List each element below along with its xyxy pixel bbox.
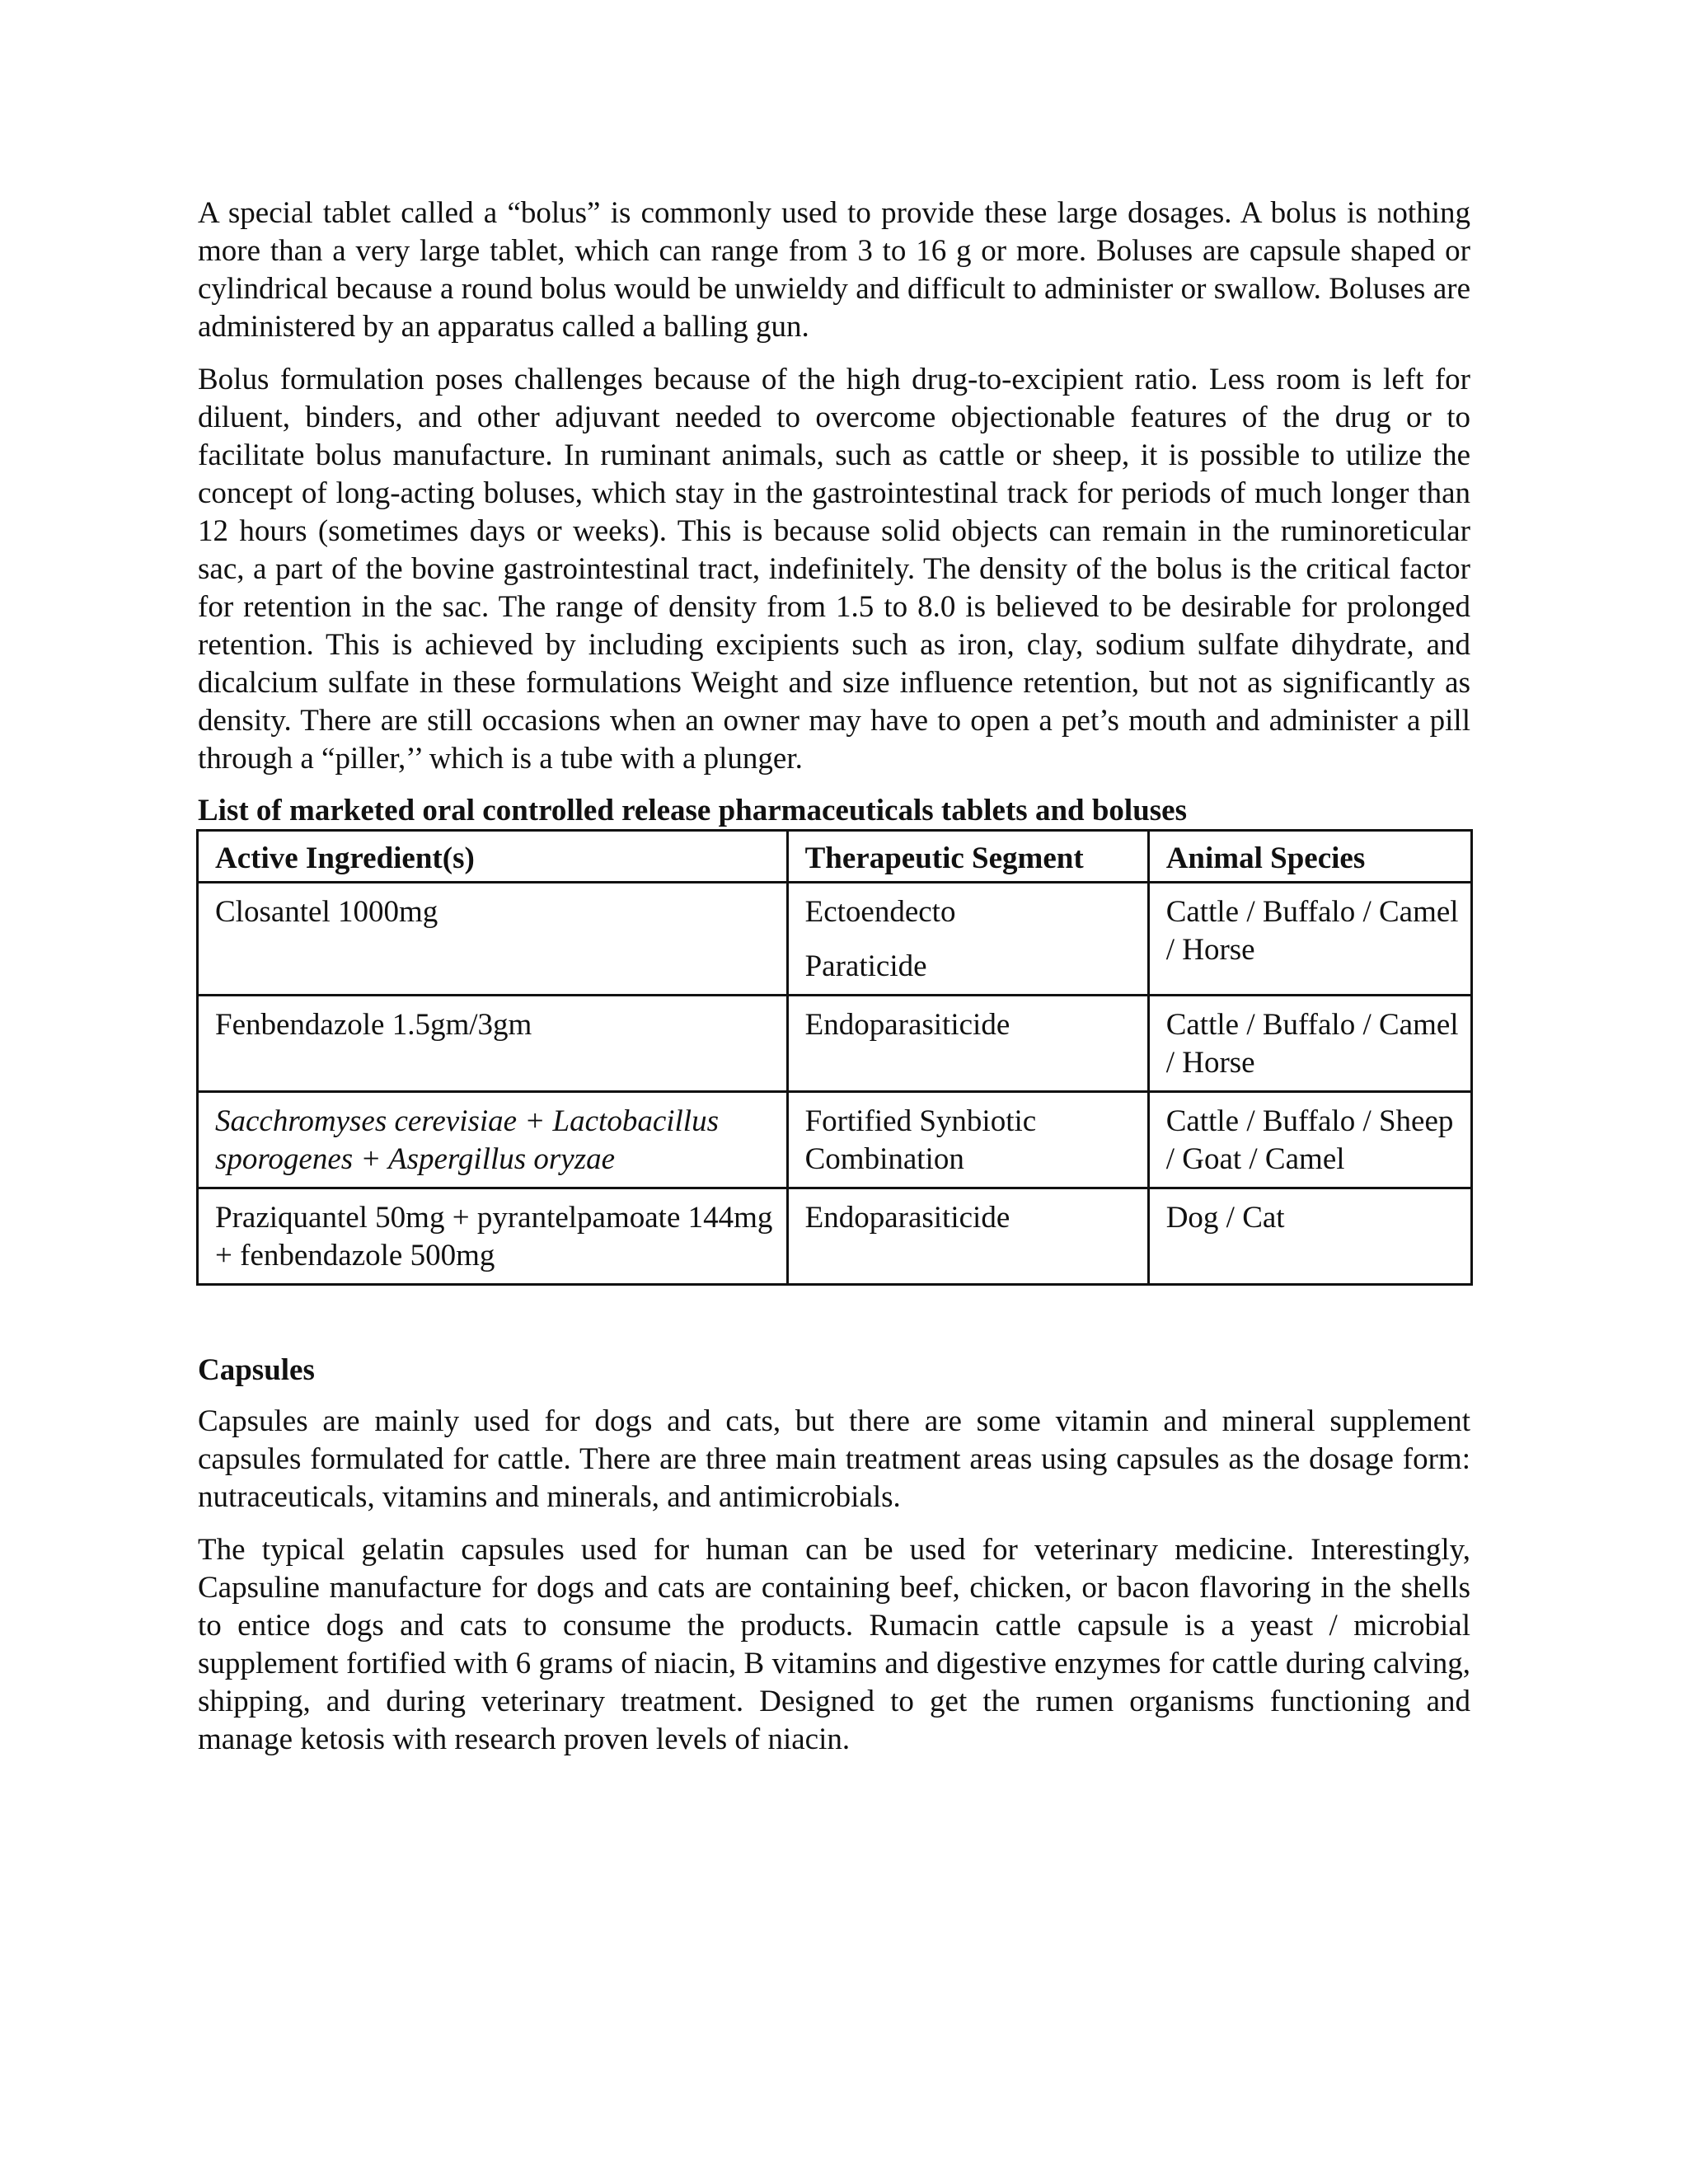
document-page [198, 194, 1470, 1774]
cell-ingredient: Sacchromyses cerevisiae + Lactobacillus sporogenes + Aspergillus oryzae [198, 1092, 788, 1188]
segment-line-2: Paraticide [804, 949, 927, 983]
table-header-row [198, 831, 1472, 883]
cell-segment: Endoparasiticide [787, 996, 1148, 1092]
table-row [198, 883, 1472, 996]
cell-segment: Endoparasiticide [787, 1188, 1148, 1285]
table-row [198, 996, 1472, 1092]
cell-ingredient: Fenbendazole 1.5gm/3gm [198, 996, 788, 1092]
table-caption: List of marketed oral controlled release pharmaceuticals tablets and boluses [198, 794, 1188, 827]
cell-species: Cattle / Buffalo / Camel / Horse [1148, 996, 1471, 1092]
paragraph-capsules-gelatin: The typical gelatin capsules used for human can be used for veterinary medicine. Interestingly, Capsuline manufacture for dogs and cats are containing beef, chicken, or bacon flavoring in the shells to entice dogs and cats to consume the products. Rumacin cattle capsule is a yeast / microbial supplement fortified with 6 grams of niacin, B vitamins and digestive enzymes for cattle during calving, shipping, and during veterinary treatment. Designed to get the rumen organisms functioning and manage ketosis with research proven levels of niacin. [198, 1533, 1470, 1756]
table-row [198, 1188, 1472, 1285]
cell-segment: Fortified Synbiotic Combination [787, 1092, 1148, 1188]
cell-species: Dog / Cat [1148, 1188, 1471, 1285]
cell-ingredient: Praziquantel 50mg + pyrantelpamoate 144mg + fenbendazole 500mg [198, 1188, 788, 1285]
paragraph-bolus-intro: A special tablet called a “bolus” is commonly used to provide these large dosages. A bolus is nothing more than a very large tablet, which can range from 3 to 16 g or more. Boluses are capsule shaped or cylindrical because a round bolus would be unwieldy and difficult to administer or swallow. Boluses are administered by an apparatus called a balling gun. [198, 196, 1470, 344]
cell-species: Cattle / Buffalo / Sheep / Goat / Camel [1148, 1092, 1471, 1188]
header-active-ingredient: Active Ingredient(s) [198, 831, 788, 883]
segment-line-1: Ectoendecto [804, 895, 956, 929]
header-animal-species: Animal Species [1148, 831, 1471, 883]
products-table [196, 829, 1473, 1286]
paragraph-capsules-intro: Capsules are mainly used for dogs and cats, but there are some vitamin and mineral supplement capsules formulated for cattle. There are three main treatment areas using capsules as the dosage form: nutraceuticals, vitamins and minerals, and antimicrobials. [198, 1404, 1470, 1514]
header-therapeutic-segment: Therapeutic Segment [787, 831, 1148, 883]
cell-species: Cattle / Buffalo / Camel / Horse [1148, 883, 1471, 996]
cell-segment [787, 883, 1148, 996]
cell-ingredient: Closantel 1000mg [198, 883, 788, 996]
table-row [198, 1092, 1472, 1188]
section-heading-capsules: Capsules [198, 1353, 315, 1387]
paragraph-bolus-formulation: Bolus formulation poses challenges because of the high drug-to-excipient ratio. Less room is left for diluent, binders, and other adjuvant needed to overcome objectionable features of the drug or to facilitate bolus manufacture. In ruminant animals, such as cattle or sheep, it is possible to utilize the concept of long-acting boluses, which stay in the gastrointestinal track for periods of much longer than 12 hours (sometimes days or weeks). This is because solid objects can remain in the ruminoreticular sac, a part of the bovine gastrointestinal tract, indefinitely. The density of the bolus is the critical factor for retention in the sac. The range of density from 1.5 to 8.0 is believed to be desirable for prolonged retention. This is achieved by including excipients such as iron, clay, sodium sulfate dihydrate, and dicalcium sulfate in these formulations Weight and size influence retention, but not as significantly as density. There are still occasions when an owner may have to open a pet’s mouth and administer a pill through a “piller,’’ which is a tube with a plunger. [198, 363, 1470, 776]
